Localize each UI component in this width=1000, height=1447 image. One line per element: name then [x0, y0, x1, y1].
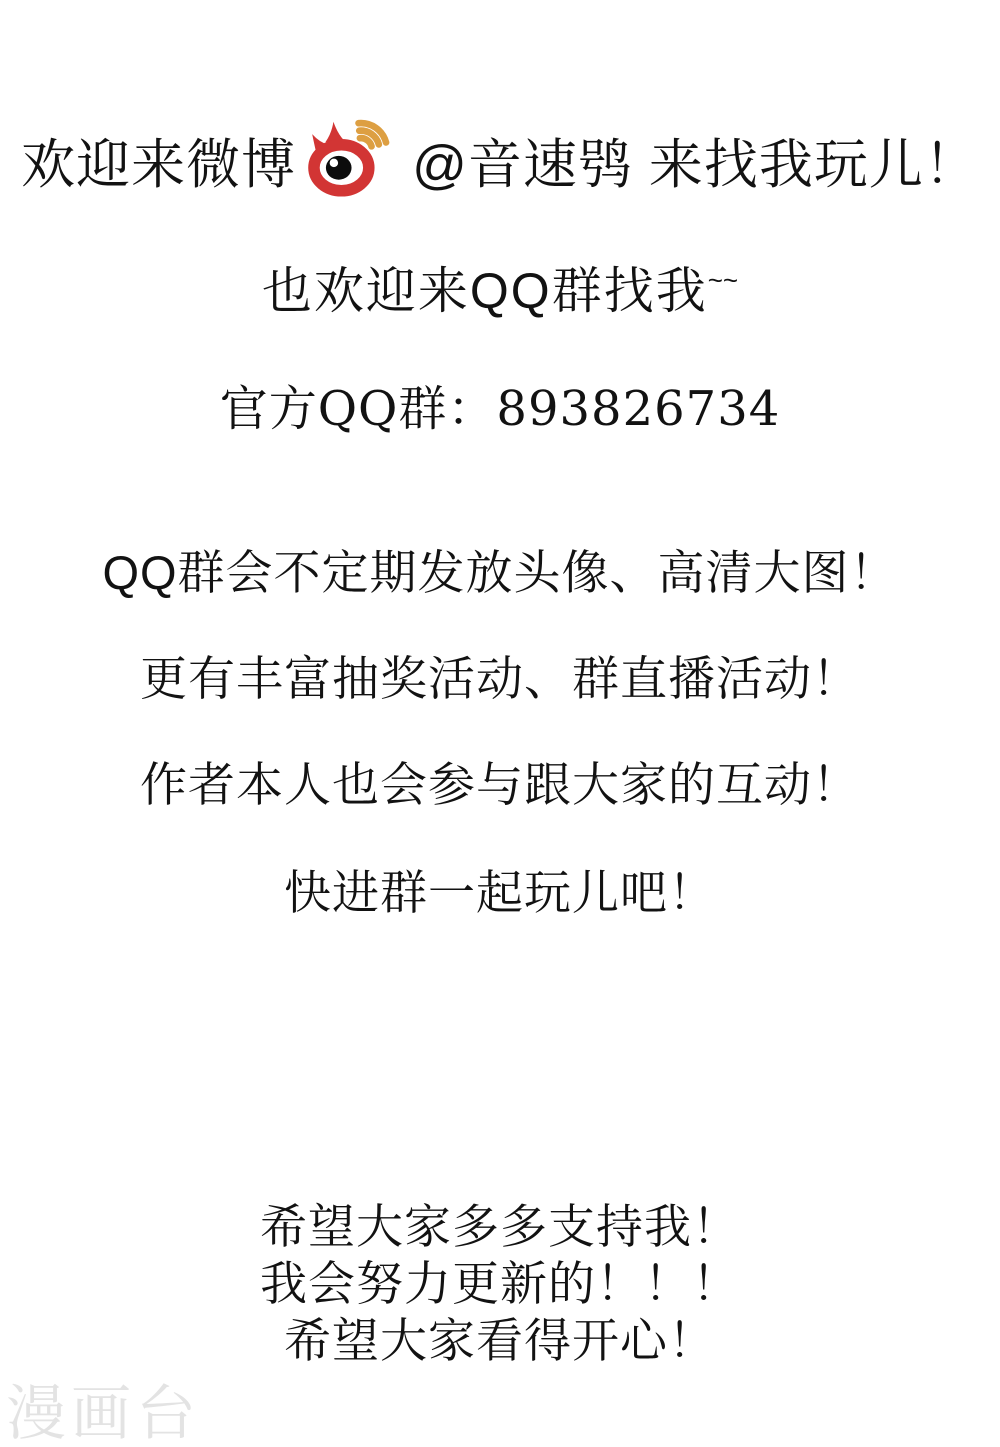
weibo-invite-prefix: 欢迎来微博: [21, 134, 297, 195]
qq-invite-text: 也欢迎来QQ群找我: [261, 263, 708, 319]
qq-group-label: 官方QQ群：: [219, 381, 497, 437]
perk-line-author: 作者本人也会参与跟大家的互动！: [140, 758, 860, 811]
weibo-icon: [306, 112, 398, 197]
tilde-decoration: ~~: [707, 264, 739, 295]
weibo-invite-line: [0, 112, 1000, 197]
perk-line-avatars: QQ群会不定期发放头像、高清大图！: [102, 546, 898, 599]
manhuatai-watermark: 漫画台: [6, 1380, 201, 1447]
weibo-handle-text: @音速鸮 来找我玩儿！: [412, 134, 979, 195]
qq-group-number: 893826734: [496, 381, 781, 437]
qq-invite-line: [0, 264, 1000, 318]
closing-line-support: 希望大家多多支持我！: [260, 1200, 740, 1253]
perk-line-lottery: 更有丰富抽奖活动、群直播活动！: [140, 652, 860, 705]
closing-line-update: 我会努力更新的！！！: [260, 1257, 740, 1310]
perk-line-join: 快进群一起玩儿吧！: [284, 866, 716, 919]
closing-line-enjoy: 希望大家看得开心！: [284, 1314, 716, 1367]
closing-message-block: [0, 1198, 1000, 1369]
qq-group-number-line: [0, 381, 1000, 437]
